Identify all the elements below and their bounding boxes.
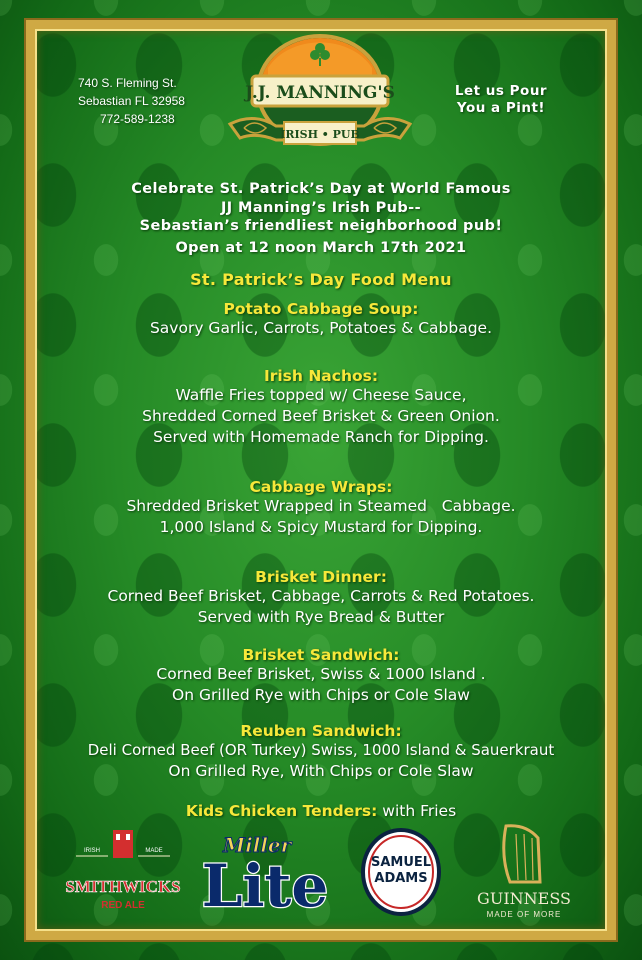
guinness-name: GUINNESS [477, 889, 571, 908]
menu-item-line: On Grilled Rye, With Chips or Cole Slaw [168, 762, 474, 780]
smithwicks-sub: RED ALE [101, 900, 145, 911]
menu-item-line: Served with Rye Bread & Butter [197, 608, 445, 626]
logo-subtitle: IRISH • PUB [280, 128, 360, 141]
menu-item [0, 367, 642, 448]
intro-open-line: Open at 12 noon March 17th 2021 [175, 239, 467, 256]
address-block [78, 74, 208, 128]
menu-item-line: Waffle Fries topped w/ Cheese Sauce, [175, 386, 467, 404]
pub-logo [224, 28, 416, 168]
smithwicks-irish: IRISH [83, 848, 101, 854]
intro-block [0, 180, 642, 257]
address-phone: 772-589-1238 [100, 112, 175, 126]
menu-item-title: Irish Nachos: [263, 367, 379, 385]
menu-item-title: Potato Cabbage Soup: [223, 300, 419, 318]
menu-item-title: Brisket Sandwich: [242, 646, 400, 664]
guinness-logo [466, 820, 582, 924]
smithwicks-logo [58, 826, 188, 926]
menu-item [0, 646, 642, 706]
menu-item [0, 722, 642, 782]
logo-name: J.J. MANNING'S [245, 83, 395, 103]
guinness-sub: MADE OF MORE [486, 910, 562, 919]
menu-item-line: Shredded Corned Beef Brisket & Green Onion. [142, 407, 500, 425]
lite-name: Lite [201, 852, 329, 918]
tagline-line-1: Let us Pour [454, 83, 548, 99]
address-street: 740 S. Fleming St. [78, 76, 177, 90]
menu-item-title: Reuben Sandwich: [240, 722, 402, 740]
menu-item [0, 568, 642, 628]
intro-line: JJ Manning’s Irish Pub-- [220, 199, 422, 216]
samuel-adams-logo [358, 826, 444, 918]
menu-item-line: Served with Homemade Ranch for Dipping. [153, 428, 489, 446]
tagline-line-2: You a Pint! [456, 100, 546, 116]
kids-item-title: Kids Chicken Tenders: [185, 802, 378, 820]
intro-line: Celebrate St. Patrick’s Day at World Famous [131, 181, 511, 197]
menu-item [0, 300, 642, 339]
menu-item-line: 1,000 Island & Spicy Mustard for Dipping. [159, 518, 483, 536]
miller-lite-logo [195, 828, 335, 918]
tagline [430, 83, 572, 117]
kids-item-desc: with Fries [377, 802, 457, 820]
menu-item-line: Corned Beef Brisket, Swiss & 1000 Island . [156, 665, 486, 683]
address-city: Sebastian FL 32958 [78, 94, 185, 108]
intro-line: Sebastian’s friendliest neighborhood pub! [139, 218, 503, 234]
smithwicks-made: MADE [145, 848, 163, 854]
samuel-line-2: ADAMS [374, 871, 428, 886]
harp-icon [504, 826, 540, 882]
menu-item [0, 478, 642, 538]
smithwicks-name: SMITHWICKS [65, 877, 181, 896]
menu-item-line: Deli Corned Beef (OR Turkey) Swiss, 1000 Island & Sauerkraut [87, 741, 555, 759]
menu-item-line: Savory Garlic, Carrots, Potatoes & Cabbage. [149, 319, 493, 337]
menu-item-line: Corned Beef Brisket, Cabbage, Carrots & Red Potatoes. [107, 587, 535, 605]
kids-item [0, 802, 642, 820]
menu-item-line: On Grilled Rye with Chips or Cole Slaw [172, 686, 470, 704]
menu-item-title: Cabbage Wraps: [249, 478, 393, 496]
menu-title: St. Patrick’s Day Food Menu [190, 270, 452, 289]
menu-item-line: Shredded Brisket Wrapped in Steamed Cabbage. [126, 497, 516, 515]
menu-item-title: Brisket Dinner: [255, 568, 387, 586]
miller-script: Miller [223, 833, 292, 857]
samuel-line-1: SAMUEL [370, 855, 432, 870]
